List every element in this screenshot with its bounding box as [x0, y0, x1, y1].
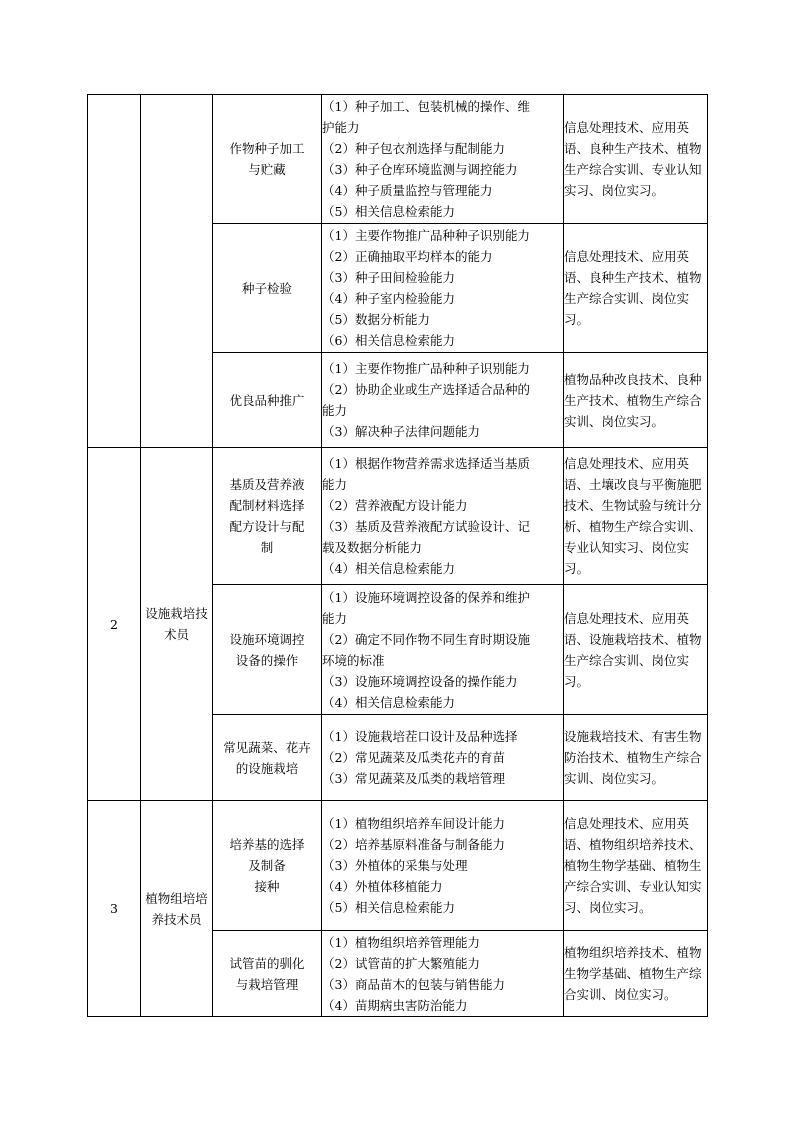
- task-cell: 设施环境调控 设备的操作: [213, 585, 322, 715]
- job-role-cell: 设施栽培技术员: [141, 448, 213, 801]
- table-row: [88, 448, 708, 585]
- course-cell: 植物组织培养技术、植物生物学基础、植物生产综合实训、岗位实习。: [564, 931, 708, 1017]
- task-cell: 种子检验: [213, 224, 322, 353]
- task-cell: 培养基的选择 及制备 接种: [213, 801, 322, 931]
- task-cell: 作物种子加工 与贮藏: [213, 95, 322, 224]
- job-role-cell: 植物组培培养技术员: [141, 801, 213, 1017]
- job-role-cell: [141, 95, 213, 448]
- course-cell: 信息处理技术、应用英语、设施栽培技术、植物生产综合实训、岗位实习。: [564, 585, 708, 715]
- ability-cell: （1）植物组织培养管理能力 （2）试管苗的扩大繁殖能力 （3）商品苗木的包装与销售能力 （4）苗期病虫害防治能力: [322, 931, 564, 1017]
- row-number-cell: 3: [88, 801, 141, 1017]
- course-cell: 信息处理技术、应用英语、植物组织培养技术、植物生物学基础、植物生产综合实训、专业认知实习、岗位实习。: [564, 801, 708, 931]
- training-table: [87, 94, 708, 1017]
- course-cell: 设施栽培技术、有害生物防治技术、植物生产综合实训、岗位实习。: [564, 715, 708, 801]
- task-cell: 基质及营养液 配制材料选择 配方设计与配 制: [213, 448, 322, 585]
- row-number-cell: [88, 95, 141, 448]
- course-cell: 信息处理技术、应用英语、良种生产技术、植物生产综合实训、岗位实习。: [564, 224, 708, 353]
- task-cell: 试管苗的驯化 与栽培管理: [213, 931, 322, 1017]
- task-cell: 优良品种推广: [213, 353, 322, 448]
- table-row: [88, 95, 708, 224]
- ability-cell: （1）植物组织培养车间设计能力 （2）培养基原料准备与制备能力 （3）外植体的采集与处理 （4）外植体移植能力 （5）相关信息检索能力: [322, 801, 564, 931]
- ability-cell: （1）主要作物推广品种种子识别能力 （2）协助企业或生产选择适合品种的 能力 （3）解决种子法律问题能力: [322, 353, 564, 448]
- course-cell: 植物品种改良技术、良种生产技术、植物生产综合实训、岗位实习。: [564, 353, 708, 448]
- table-row: [88, 801, 708, 931]
- ability-cell: （1）根据作物营养需求选择适当基质 能力 （2）营养液配方设计能力 （3）基质及营养液配方试验设计、记 载及数据分析能力 （4）相关信息检索能力: [322, 448, 564, 585]
- ability-cell: （1）设施环境调控设备的保养和维护 能力 （2）确定不同作物不同生育时期设施 环境的标准 （3）设施环境调控设备的操作能力 （4）相关信息检索能力: [322, 585, 564, 715]
- ability-cell: （1）种子加工、包装机械的操作、维 护能力 （2）种子包衣剂选择与配制能力 （3）种子仓库环境监测与调控能力 （4）种子质量监控与管理能力 （5）相关信息检索能力: [322, 95, 564, 224]
- ability-cell: （1）设施栽培茬口设计及品种选择 （2）常见蔬菜及瓜类花卉的育苗 （3）常见蔬菜及瓜类的栽培管理: [322, 715, 564, 801]
- course-cell: 信息处理技术、应用英语、土壤改良与平衡施肥技术、生物试验与统计分析、植物生产综合实训、专业认知实习、岗位实习。: [564, 448, 708, 585]
- row-number-cell: 2: [88, 448, 141, 801]
- ability-cell: （1）主要作物推广品种种子识别能力 （2）正确抽取平均样本的能力 （3）种子田间检验能力 （4）种子室内检验能力 （5）数据分析能力 （6）相关信息检索能力: [322, 224, 564, 353]
- task-cell: 常见蔬菜、花卉 的设施栽培: [213, 715, 322, 801]
- course-cell: 信息处理技术、应用英语、良种生产技术、植物生产综合实训、专业认知实习、岗位实习。: [564, 95, 708, 224]
